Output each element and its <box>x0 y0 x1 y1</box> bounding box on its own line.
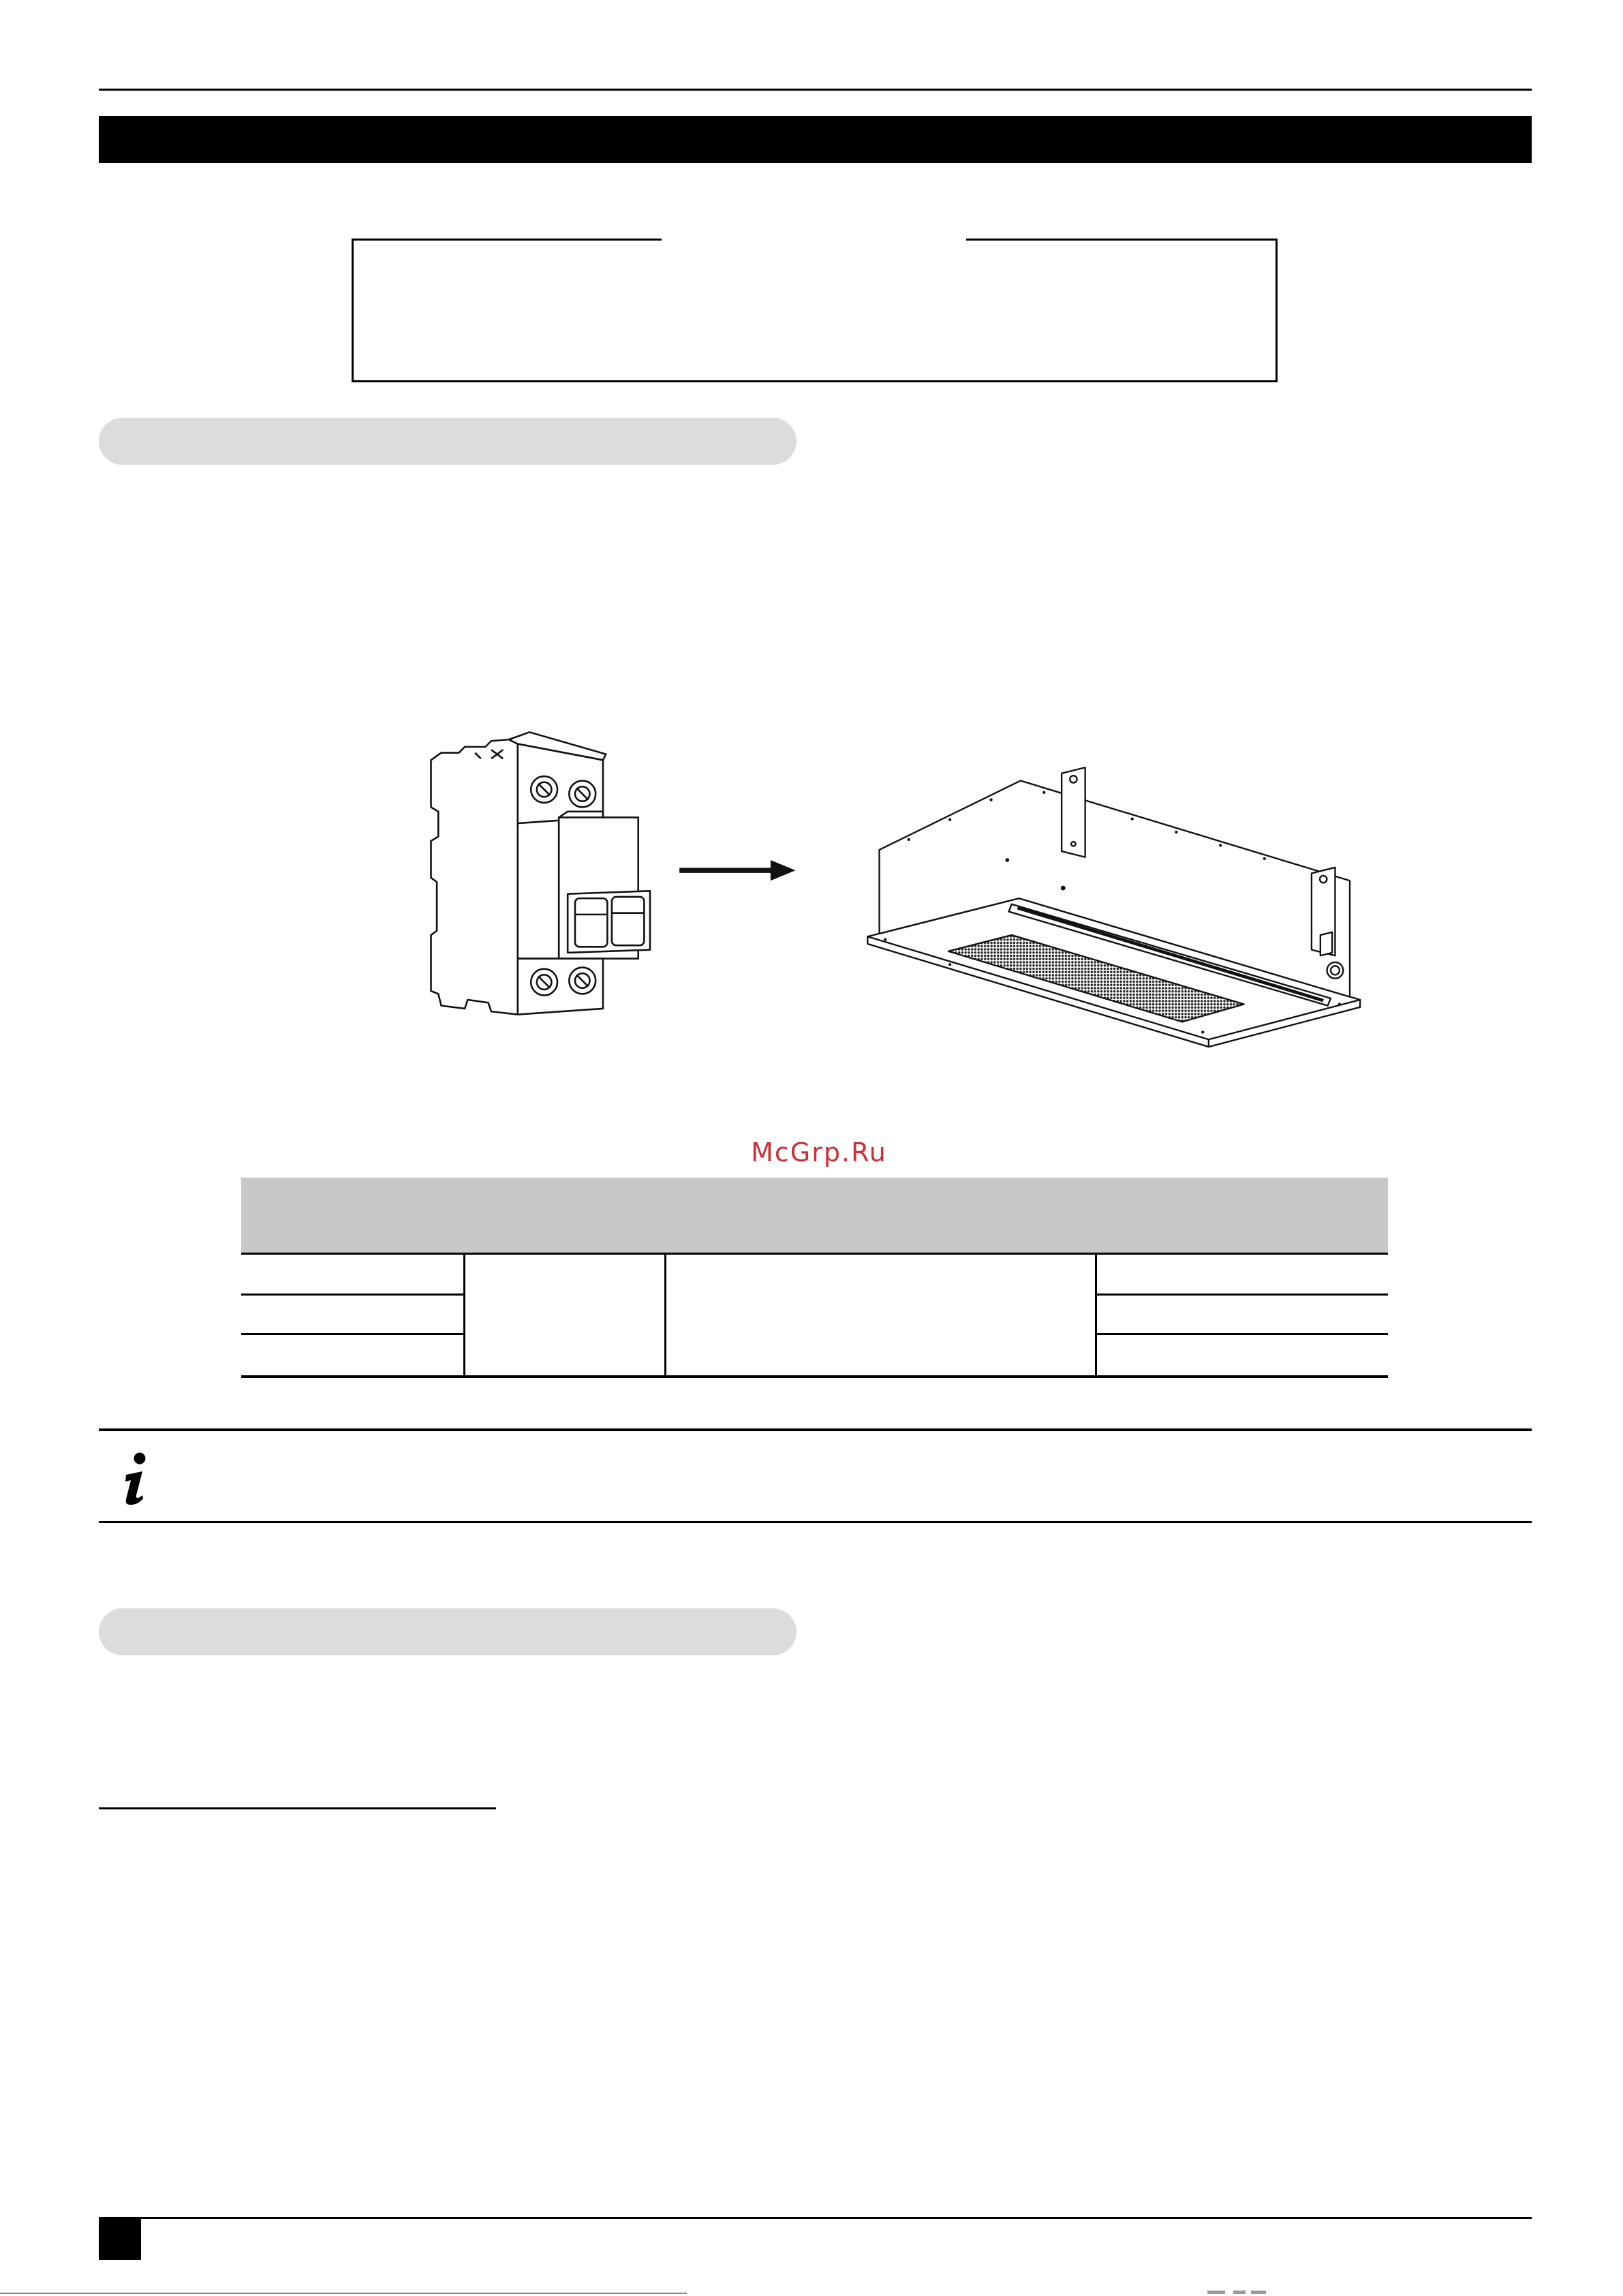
watermark-text: McGrp.Ru <box>751 1137 887 1167</box>
unit-mounting-bracket <box>1062 767 1085 857</box>
circuit-breaker-icon <box>431 732 649 1014</box>
table-cell <box>1095 1335 1388 1375</box>
table-cell <box>241 1296 463 1335</box>
top-rule <box>99 89 1532 91</box>
page-number-box <box>99 2217 141 2260</box>
table-cell-merged <box>664 1255 1095 1375</box>
spec-table <box>241 1178 1388 1378</box>
info-icon <box>117 1452 151 1509</box>
arrow-right-icon <box>679 860 795 881</box>
breaker-toggle <box>568 891 650 953</box>
table-cell <box>241 1255 463 1296</box>
info-note-rule-bottom <box>99 1521 1532 1523</box>
page-edge-mark <box>1207 2291 1225 2294</box>
air-curtain-unit-icon <box>867 767 1360 1047</box>
table-header <box>241 1178 1388 1253</box>
section-heading-bar <box>99 1608 797 1655</box>
breaker-lower-terminals <box>518 959 603 1015</box>
breaker-side-profile <box>431 739 517 1014</box>
page-edge-mark <box>1233 2291 1246 2294</box>
page-edge-mark <box>1251 2291 1266 2294</box>
notice-box-top-border-right <box>966 239 1278 241</box>
table-cell <box>1095 1255 1388 1296</box>
table-cell-merged <box>463 1255 664 1375</box>
footer-rule <box>99 2217 1532 2219</box>
header-bar <box>99 116 1532 163</box>
connection-illustration <box>409 729 1376 1056</box>
underline-rule <box>99 1807 496 1809</box>
table-body <box>241 1253 1388 1378</box>
info-note-rule-top <box>99 1428 1532 1431</box>
notice-box <box>352 239 1278 382</box>
notice-box-top-border-left <box>352 239 662 241</box>
table-cell <box>241 1335 463 1375</box>
section-heading-bar <box>99 418 797 465</box>
table-cell <box>1095 1296 1388 1335</box>
page-edge-rule <box>0 2293 687 2294</box>
